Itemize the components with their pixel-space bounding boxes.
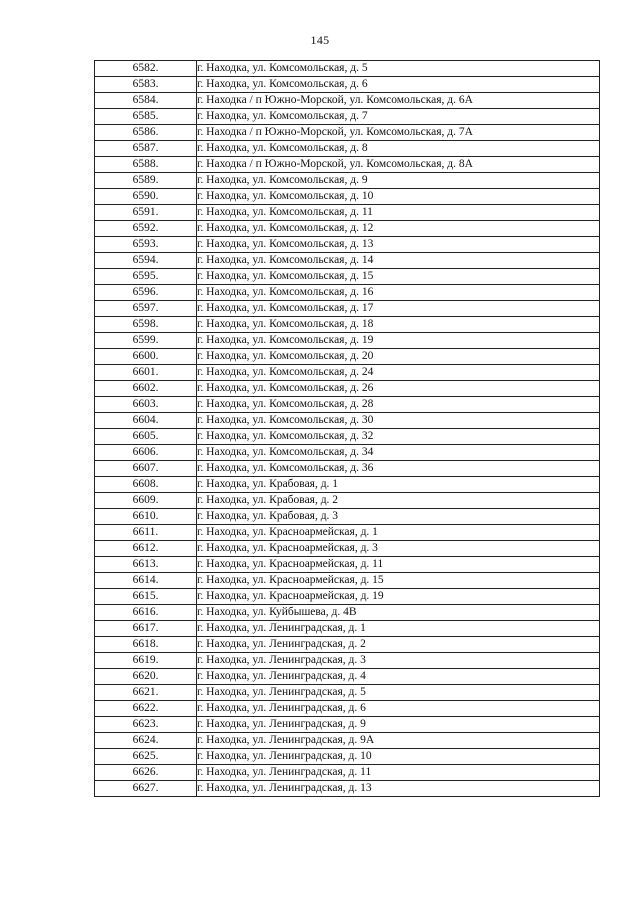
table-row [95,557,600,573]
table-row [95,749,600,765]
table-row [95,77,600,93]
row-number: 6612. [95,541,197,557]
table-row [95,173,600,189]
row-address: г. Находка, ул. Ленинградская, д. 9А [197,733,600,749]
row-address: г. Находка, ул. Ленинградская, д. 11 [197,765,600,781]
row-address: г. Находка, ул. Комсомольская, д. 28 [197,397,600,413]
table-row [95,141,600,157]
row-number: 6608. [95,477,197,493]
table-row [95,157,600,173]
row-address: г. Находка, ул. Комсомольская, д. 12 [197,221,600,237]
row-number: 6617. [95,621,197,637]
row-address: г. Находка, ул. Комсомольская, д. 5 [197,61,600,77]
table-row [95,477,600,493]
row-number: 6616. [95,605,197,621]
row-address: г. Находка, ул. Комсомольская, д. 20 [197,349,600,365]
row-address: г. Находка, ул. Красноармейская, д. 15 [197,573,600,589]
row-address: г. Находка, ул. Комсомольская, д. 7 [197,109,600,125]
table-row [95,189,600,205]
row-address: г. Находка, ул. Красноармейская, д. 19 [197,589,600,605]
table-row [95,445,600,461]
row-number: 6582. [95,61,197,77]
row-address: г. Находка, ул. Куйбышева, д. 4В [197,605,600,621]
row-address: г. Находка, ул. Ленинградская, д. 3 [197,653,600,669]
row-number: 6596. [95,285,197,301]
row-address: г. Находка, ул. Ленинградская, д. 1 [197,621,600,637]
row-address: г. Находка / п Южно-Морской, ул. Комсомольская, д. 8А [197,157,600,173]
row-address: г. Находка, ул. Крабовая, д. 1 [197,477,600,493]
table-row [95,637,600,653]
row-address: г. Находка, ул. Комсомольская, д. 32 [197,429,600,445]
table-row [95,765,600,781]
row-address: г. Находка, ул. Комсомольская, д. 15 [197,269,600,285]
row-address: г. Находка, ул. Комсомольская, д. 30 [197,413,600,429]
table-row [95,653,600,669]
row-address: г. Находка, ул. Комсомольская, д. 14 [197,253,600,269]
row-number: 6592. [95,221,197,237]
table-row [95,109,600,125]
row-number: 6590. [95,189,197,205]
row-address: г. Находка, ул. Красноармейская, д. 1 [197,525,600,541]
row-number: 6625. [95,749,197,765]
table-row [95,269,600,285]
row-number: 6585. [95,109,197,125]
table-row [95,525,600,541]
table-row [95,621,600,637]
table-row [95,365,600,381]
table-row [95,221,600,237]
row-number: 6605. [95,429,197,445]
row-address: г. Находка, ул. Комсомольская, д. 24 [197,365,600,381]
table-row [95,429,600,445]
row-address: г. Находка, ул. Комсомольская, д. 36 [197,461,600,477]
row-number: 6614. [95,573,197,589]
row-address: г. Находка, ул. Комсомольская, д. 13 [197,237,600,253]
row-number: 6603. [95,397,197,413]
table-row [95,397,600,413]
row-address: г. Находка, ул. Комсомольская, д. 11 [197,205,600,221]
row-address: г. Находка, ул. Крабовая, д. 2 [197,493,600,509]
table-row [95,493,600,509]
table-row [95,701,600,717]
row-number: 6619. [95,653,197,669]
row-number: 6598. [95,317,197,333]
table-row [95,541,600,557]
row-number: 6589. [95,173,197,189]
table-row [95,93,600,109]
row-number: 6621. [95,685,197,701]
row-number: 6602. [95,381,197,397]
table-row [95,349,600,365]
row-number: 6627. [95,781,197,797]
row-number: 6604. [95,413,197,429]
row-address: г. Находка, ул. Комсомольская, д. 34 [197,445,600,461]
table-row [95,733,600,749]
row-number: 6587. [95,141,197,157]
table-row [95,509,600,525]
table-row [95,381,600,397]
row-number: 6618. [95,637,197,653]
row-number: 6595. [95,269,197,285]
row-address: г. Находка, ул. Комсомольская, д. 6 [197,77,600,93]
row-address: г. Находка, ул. Комсомольская, д. 18 [197,317,600,333]
row-number: 6624. [95,733,197,749]
table-row [95,781,600,797]
row-number: 6594. [95,253,197,269]
table-row [95,413,600,429]
table-row [95,333,600,349]
table-row [95,301,600,317]
row-address: г. Находка, ул. Ленинградская, д. 2 [197,637,600,653]
row-number: 6615. [95,589,197,605]
table-row [95,669,600,685]
table-body [95,61,600,797]
table-row [95,605,600,621]
row-address: г. Находка / п Южно-Морской, ул. Комсомольская, д. 7А [197,125,600,141]
row-address: г. Находка, ул. Комсомольская, д. 16 [197,285,600,301]
table-row [95,205,600,221]
address-table [94,60,600,797]
row-address: г. Находка, ул. Ленинградская, д. 13 [197,781,600,797]
table-row [95,237,600,253]
page-number: 145 [310,33,330,47]
row-number: 6610. [95,509,197,525]
table-row [95,589,600,605]
row-number: 6597. [95,301,197,317]
row-number: 6584. [95,93,197,109]
row-address: г. Находка, ул. Ленинградская, д. 9 [197,717,600,733]
table-row [95,61,600,77]
row-number: 6593. [95,237,197,253]
row-address: г. Находка, ул. Комсомольская, д. 19 [197,333,600,349]
table-row [95,573,600,589]
row-address: г. Находка, ул. Ленинградская, д. 4 [197,669,600,685]
row-number: 6601. [95,365,197,381]
row-address: г. Находка, ул. Ленинградская, д. 10 [197,749,600,765]
row-number: 6583. [95,77,197,93]
row-address: г. Находка, ул. Комсомольская, д. 10 [197,189,600,205]
row-address: г. Находка, ул. Ленинградская, д. 6 [197,701,600,717]
table-row [95,285,600,301]
row-number: 6622. [95,701,197,717]
table-row [95,317,600,333]
row-number: 6599. [95,333,197,349]
row-number: 6620. [95,669,197,685]
row-address: г. Находка, ул. Комсомольская, д. 26 [197,381,600,397]
row-address: г. Находка, ул. Красноармейская, д. 11 [197,557,600,573]
row-address: г. Находка, ул. Комсомольская, д. 17 [197,301,600,317]
table-row [95,717,600,733]
row-number: 6623. [95,717,197,733]
row-number: 6606. [95,445,197,461]
row-address: г. Находка, ул. Крабовая, д. 3 [197,509,600,525]
table-row [95,253,600,269]
table-row [95,685,600,701]
row-number: 6591. [95,205,197,221]
row-number: 6613. [95,557,197,573]
row-address: г. Находка, ул. Комсомольская, д. 9 [197,173,600,189]
row-number: 6586. [95,125,197,141]
row-address: г. Находка / п Южно-Морской, ул. Комсомольская, д. 6А [197,93,600,109]
row-number: 6600. [95,349,197,365]
row-number: 6588. [95,157,197,173]
table-row [95,461,600,477]
row-address: г. Находка, ул. Комсомольская, д. 8 [197,141,600,157]
row-number: 6609. [95,493,197,509]
row-address: г. Находка, ул. Красноармейская, д. 3 [197,541,600,557]
row-number: 6607. [95,461,197,477]
row-address: г. Находка, ул. Ленинградская, д. 5 [197,685,600,701]
table-row [95,125,600,141]
row-number: 6626. [95,765,197,781]
row-number: 6611. [95,525,197,541]
